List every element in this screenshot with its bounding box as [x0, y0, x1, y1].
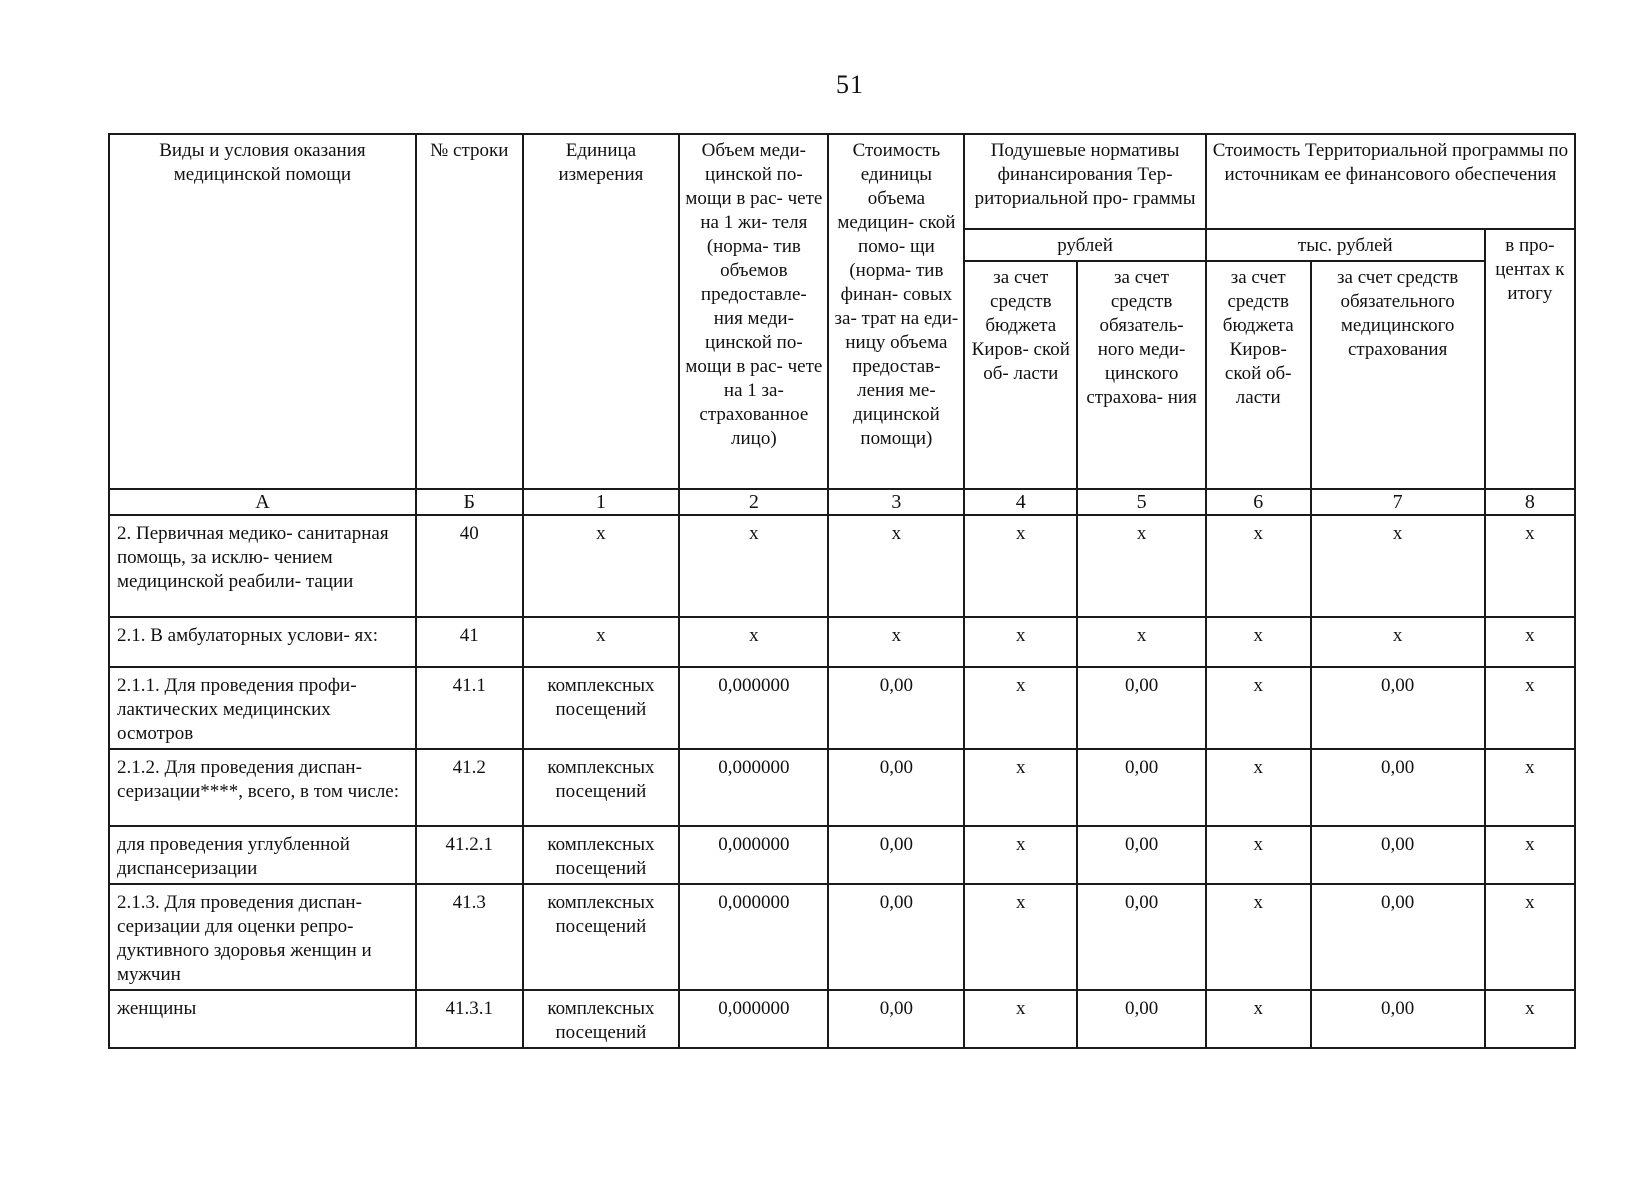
column-number: 6 [1206, 489, 1311, 515]
row-budget-cost: х [1206, 884, 1311, 990]
row-name: 2. Первичная медико- санитарная помощь, за исклю- чением медицинской реабили- тации [109, 515, 416, 617]
header-budget-4: за счет средств бюджета Киров- ской об- ласти [964, 261, 1077, 489]
header-unit: Единица измерения [523, 134, 680, 489]
column-number: 5 [1077, 489, 1206, 515]
row-oms-per-capita: 0,00 [1077, 990, 1206, 1048]
row-budget-cost: х [1206, 826, 1311, 884]
row-oms-per-capita: 0,00 [1077, 667, 1206, 749]
table-row [109, 617, 1575, 667]
row-oms-cost: 0,00 [1311, 826, 1485, 884]
column-number: 3 [828, 489, 964, 515]
header-per-capita-group: Подушевые нормативы финансирования Тер- риториальной про- граммы [964, 134, 1206, 229]
row-name: 2.1.1. Для проведения профи- лактических медицинских осмотров [109, 667, 416, 749]
row-number: 41.3.1 [416, 990, 523, 1048]
row-oms-per-capita: 0,00 [1077, 749, 1206, 826]
row-oms-cost: х [1311, 515, 1485, 617]
row-name: для проведения углубленной диспансеризации [109, 826, 416, 884]
financing-table [108, 133, 1576, 1049]
row-cost: 0,00 [828, 884, 964, 990]
row-name: 2.1.2. Для проведения диспан- серизации****, всего, в том числе: [109, 749, 416, 826]
row-percent: х [1485, 826, 1575, 884]
column-number: 7 [1311, 489, 1485, 515]
row-oms-per-capita: х [1077, 617, 1206, 667]
header-oms-5: за счет средств обязатель- ного меди- цинского страхова- ния [1077, 261, 1206, 489]
row-budget-cost: х [1206, 515, 1311, 617]
column-number: 2 [679, 489, 828, 515]
row-budget-per-capita: х [964, 990, 1077, 1048]
row-budget-per-capita: х [964, 515, 1077, 617]
header-row-no: № строки [416, 134, 523, 489]
row-cost: 0,00 [828, 667, 964, 749]
row-percent: х [1485, 515, 1575, 617]
row-budget-cost: х [1206, 617, 1311, 667]
row-percent: х [1485, 884, 1575, 990]
row-unit: комплексных посещений [523, 826, 680, 884]
row-budget-cost: х [1206, 990, 1311, 1048]
row-budget-per-capita: х [964, 667, 1077, 749]
header-budget-6: за счет средств бюджета Киров- ской об- ласти [1206, 261, 1311, 489]
row-unit: комплексных посещений [523, 884, 680, 990]
row-oms-per-capita: х [1077, 515, 1206, 617]
row-number: 41.2.1 [416, 826, 523, 884]
column-number: А [109, 489, 416, 515]
row-unit: комплексных посещений [523, 749, 680, 826]
row-percent: х [1485, 667, 1575, 749]
column-number: 1 [523, 489, 680, 515]
column-number: Б [416, 489, 523, 515]
header-unit-rubles: рублей [964, 229, 1206, 261]
row-volume: 0,000000 [679, 884, 828, 990]
header-volume: Объем меди- цинской по- мощи в рас- чете на 1 жи- теля (норма- тив объемов предоставле- ния меди- цинской по- мощи в рас- чете на 1 за- страхованное лицо) [679, 134, 828, 489]
row-volume: 0,000000 [679, 826, 828, 884]
row-oms-cost: 0,00 [1311, 749, 1485, 826]
row-cost: х [828, 617, 964, 667]
row-unit: комплексных посещений [523, 667, 680, 749]
row-unit: х [523, 617, 680, 667]
row-oms-cost: х [1311, 617, 1485, 667]
header-types: Виды и условия оказания медицинской помощи [109, 134, 416, 489]
column-number-row [109, 489, 1575, 515]
header-cost: Стоимость единицы объема медицин- ской помо- щи (норма- тив финан- совых за- трат на еди- ницу объема предостав- ления ме- дицинской помощи) [828, 134, 964, 489]
row-budget-cost: х [1206, 667, 1311, 749]
page-number: 51 [836, 70, 864, 99]
row-name: 2.1.3. Для проведения диспан- серизации для оценки репро- дуктивного здоровья женщин и мужчин [109, 884, 416, 990]
header-row-1 [109, 134, 1575, 229]
row-volume: 0,000000 [679, 667, 828, 749]
row-number: 41 [416, 617, 523, 667]
column-number: 4 [964, 489, 1077, 515]
row-number: 41.2 [416, 749, 523, 826]
row-unit: комплексных посещений [523, 990, 680, 1048]
row-volume: х [679, 617, 828, 667]
column-number: 8 [1485, 489, 1575, 515]
row-volume: 0,000000 [679, 990, 828, 1048]
row-volume: 0,000000 [679, 749, 828, 826]
row-name: женщины [109, 990, 416, 1048]
row-oms-cost: 0,00 [1311, 667, 1485, 749]
table-row [109, 515, 1575, 617]
row-name: 2.1. В амбулаторных услови- ях: [109, 617, 416, 667]
row-budget-per-capita: х [964, 617, 1077, 667]
row-budget-cost: х [1206, 749, 1311, 826]
table-row [109, 884, 1575, 990]
row-oms-cost: 0,00 [1311, 884, 1485, 990]
header-unit-thousand-rubles: тыс. рублей [1206, 229, 1485, 261]
row-budget-per-capita: х [964, 749, 1077, 826]
row-budget-per-capita: х [964, 884, 1077, 990]
row-number: 40 [416, 515, 523, 617]
table-row [109, 826, 1575, 884]
row-percent: х [1485, 749, 1575, 826]
row-number: 41.3 [416, 884, 523, 990]
table-row [109, 667, 1575, 749]
row-percent: х [1485, 990, 1575, 1048]
row-cost: х [828, 515, 964, 617]
row-cost: 0,00 [828, 826, 964, 884]
header-oms-7: за счет средств обязательного медицинского страхования [1311, 261, 1485, 489]
row-budget-per-capita: х [964, 826, 1077, 884]
row-percent: х [1485, 617, 1575, 667]
row-number: 41.1 [416, 667, 523, 749]
row-unit: х [523, 515, 680, 617]
table-row [109, 749, 1575, 826]
header-program-cost-group: Стоимость Территориальной программы по источникам ее финансового обеспечения [1206, 134, 1575, 229]
row-oms-per-capita: 0,00 [1077, 884, 1206, 990]
row-oms-per-capita: 0,00 [1077, 826, 1206, 884]
header-percent: в про- центах к итогу [1485, 229, 1575, 489]
row-volume: х [679, 515, 828, 617]
row-oms-cost: 0,00 [1311, 990, 1485, 1048]
row-cost: 0,00 [828, 749, 964, 826]
table-row [109, 990, 1575, 1048]
row-cost: 0,00 [828, 990, 964, 1048]
